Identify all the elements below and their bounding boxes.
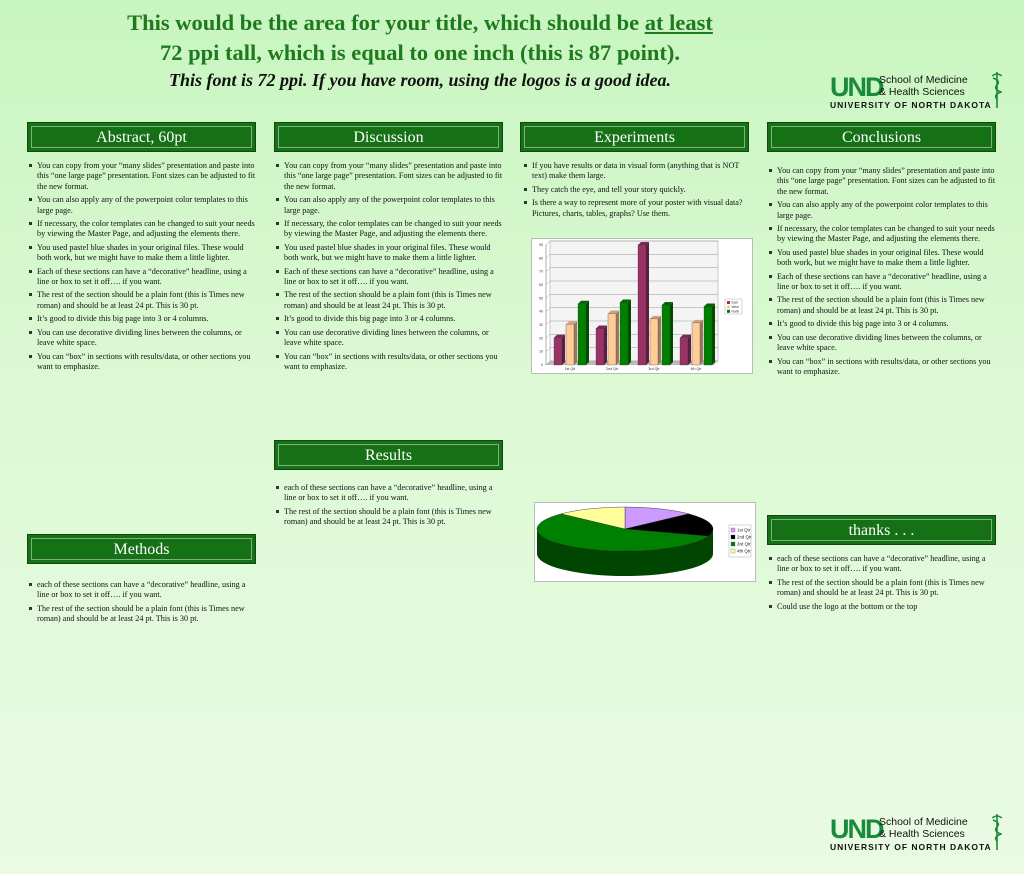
gridline [546,281,550,285]
conclusions-bullet: It’s good to divide this big page into 3 or 4 columns. [768,319,996,329]
conclusions-bullet: You can “box” in sections with results/data, or other sections you want to emphasize. [768,357,996,378]
y-tick-label: 50 [539,296,543,301]
conclusions-bullet: You can also apply any of the powerpoint color templates to this large page. [768,200,996,221]
x-tick-label: 4th Qtr [690,367,702,371]
gridline [546,241,550,245]
pie-chart [534,502,756,582]
school-line-1: School of Medicine [879,74,968,86]
conclusions-bullet: Each of these sections can have a “decorative” headline, using a line or box to set it off…. if you want. [768,272,996,293]
bar-side [658,316,661,365]
bar-side [712,303,715,365]
legend-label: 2nd Qtr [737,534,752,540]
experiments-bullet: They catch the eye, and tell your story quickly. [523,185,745,195]
bar-east [554,338,562,365]
legend-label: 1st Qtr [737,527,751,533]
thanks-bullet: The rest of the section should be a plain font (this is Times new roman) and should be at least 24 pt. This is 30 pt. [768,578,996,599]
bar-east [596,328,604,365]
discussion-bullet: You used pastel blue shades in your original files. These would both work, but we might have to make them a little lighter. [275,243,503,264]
discussion-bullet: You can also apply any of the powerpoint color templates to this large page. [275,195,503,216]
y-tick-label: 20 [539,336,543,341]
school-name [879,74,968,98]
und-logo-mark: UND [830,72,883,102]
methods-bullets [28,580,250,628]
gridline [546,254,550,258]
bar-west [566,324,574,365]
conclusions-bullet: If necessary, the color templates can be changed to suit your needs by viewing the Master Page, and adjusting the elements there. [768,224,996,245]
conclusions-bullet: You used pastel blue shades in your original files. These would both work, but we might have to make them a little lighter. [768,248,996,269]
results-bullets [275,483,497,531]
experiments-heading: Experiments [520,122,749,152]
gridline [546,321,550,325]
bar-west [692,323,700,365]
caduceus-icon [992,72,1002,108]
poster-title-block [60,8,780,91]
und-logo-mark: UND [830,814,883,844]
gridline [546,348,550,352]
experiments-bullet: Is there a way to represent more of your poster with visual data? Pictures, charts, tables, graphs? Use them. [523,198,745,219]
discussion-bullet: Each of these sections can have a “decorative” headline, using a line or box to set it off…. if you want. [275,267,503,288]
legend-swatch [731,535,735,539]
bar-north [578,304,586,365]
bar-west [608,314,616,365]
bar-west [650,319,658,365]
school-name [879,816,968,840]
experiments-bullets [523,161,745,222]
university-name: UNIVERSITY OF NORTH DAKOTA [830,100,992,110]
school-line-1: School of Medicine [879,816,968,828]
thanks-bullet: each of these sections can have a “decorative” headline, using a line or box to set it off…. if you want. [768,554,996,575]
abstract-bullets [28,161,256,375]
discussion-bullet: You can “box” in sections with results/data, or other sections you want to emphasize. [275,352,503,373]
school-line-2: & Health Sciences [879,86,965,98]
discussion-bullet: If necessary, the color templates can be changed to suit your needs by viewing the Master Page, and adjusting the elements there. [275,219,503,240]
bar-side [700,320,703,365]
conclusions-bullet: You can copy from your “many slides” presentation and paste into this “one large page” presentation. Font sizes can be adjusted to fit the new format. [768,166,996,197]
legend-label: 4th Qtr [737,548,751,554]
y-tick-label: 40 [539,309,543,314]
legend-label: 3rd Qtr [737,541,751,547]
legend-label: North [731,309,740,314]
abstract-bullet: You can “box” in sections with results/data, or other sections you want to emphasize. [28,352,256,373]
und-logo-bottom [830,814,1002,854]
conclusions-bullet: The rest of the section should be a plain font (this is Times new roman) and should be at least 24 pt. This is 30 pt. [768,295,996,316]
caduceus-icon [992,814,1002,850]
abstract-bullet: If necessary, the color templates can be changed to suit your needs by viewing the Master Page, and adjusting the elements there. [28,219,256,240]
poster-title-text: This would be the area for your title, which should be [127,10,645,35]
bar-east [680,338,688,365]
abstract-bullet: You can use decorative dividing lines between the columns, or leave white space. [28,328,256,349]
bar-side [616,311,619,365]
bar-side [586,301,589,365]
y-tick-label: 90 [539,243,543,247]
school-line-2: & Health Sciences [879,828,965,840]
bar-north [704,306,712,365]
gridline [546,294,550,298]
methods-bullet: each of these sections can have a “decorative” headline, using a line or box to set it off…. if you want. [28,580,250,601]
discussion-bullet: You can use decorative dividing lines between the columns, or leave white space. [275,328,503,349]
bar-side [562,335,565,365]
bar-north [620,302,628,365]
y-tick-label: 30 [539,323,543,327]
bar-north [662,305,670,365]
methods-bullet: The rest of the section should be a plain font (this is Times new roman) and should be at least 24 pt. This is 30 pt. [28,604,250,625]
bar-side [646,242,649,365]
thanks-bullet: Could use the logo at the bottom or the top [768,602,996,612]
experiments-bullet: If you have results or data in visual form (anything that is NOT text) make them large. [523,161,745,182]
thanks-heading: thanks . . . [767,515,996,545]
abstract-bullet: Each of these sections can have a “decorative” headline, using a line or box to set it off…. if you want. [28,267,256,288]
y-tick-label: 0 [541,363,543,367]
conclusions-bullet: You can use decorative dividing lines between the columns, or leave white space. [768,333,996,354]
gridline [546,268,550,272]
x-tick-label: 3rd Qtr [648,367,660,371]
abstract-bullet: You can copy from your “many slides” presentation and paste into this “one large page” presentation. Font sizes can be adjusted to fit the new format. [28,161,256,192]
bar-side [670,302,673,365]
methods-heading: Methods [27,534,256,564]
thanks-bullets [768,554,996,615]
discussion-bullets [275,161,503,375]
conclusions-bullets [768,166,996,380]
y-tick-label: 80 [539,256,543,261]
legend-swatch [727,305,730,308]
bar-east [638,245,646,365]
gridline [546,308,550,312]
legend-swatch [731,542,735,546]
y-tick-label: 10 [539,349,543,354]
poster-title-line-2: 72 ppi tall, which is equal to one inch (this is 87 point). [159,40,681,65]
results-bullet: each of these sections can have a “decorative” headline, using a line or box to set it off…. if you want. [275,483,497,504]
abstract-bullet: You can also apply any of the powerpoint color templates to this large page. [28,195,256,216]
y-tick-label: 70 [539,269,543,274]
abstract-bullet: You used pastel blue shades in your original files. These would both work, but we might have to make them a little lighter. [28,243,256,264]
discussion-bullet: The rest of the section should be a plain font (this is Times new roman) and should be at least 24 pt. This is 30 pt. [275,290,503,311]
gridline [546,334,550,338]
x-tick-label: 1st Qtr [564,367,576,371]
legend-swatch [731,549,735,553]
conclusions-heading: Conclusions [767,122,996,152]
discussion-heading: Discussion [274,122,503,152]
discussion-bullet: It’s good to divide this big page into 3 or 4 columns. [275,314,503,324]
bar-side [574,321,577,365]
university-name: UNIVERSITY OF NORTH DAKOTA [830,842,992,852]
legend-label: West [731,305,739,309]
bar-side [688,335,691,365]
abstract-bullet: The rest of the section should be a plain font (this is Times new roman) and should be at least 24 pt. This is 30 pt. [28,290,256,311]
discussion-bullet: You can copy from your “many slides” presentation and paste into this “one large page” presentation. Font sizes can be adjusted to fit the new format. [275,161,503,192]
abstract-bullet: It’s good to divide this big page into 3 or 4 columns. [28,314,256,324]
results-bullet: The rest of the section should be a plain font (this is Times new roman) and should be at least 24 pt. This is 30 pt. [275,507,497,528]
bar-side [604,325,607,365]
legend-label: East [731,300,738,305]
und-logo-top [830,72,1002,112]
poster-subtitle: This font is 72 ppi. If you have room, using the logos is a good idea. [168,70,672,90]
poster-title-line-1 [60,8,780,38]
poster-title-underlined: at least [644,10,713,35]
legend-swatch [731,528,735,532]
bar-side [628,299,631,365]
abstract-heading: Abstract, 60pt [27,122,256,152]
legend-swatch [727,310,730,313]
bar-chart [531,238,753,374]
y-tick-label: 60 [539,283,543,287]
legend-swatch [727,301,730,304]
results-heading: Results [274,440,503,470]
x-tick-label: 2nd Qtr [606,367,618,371]
